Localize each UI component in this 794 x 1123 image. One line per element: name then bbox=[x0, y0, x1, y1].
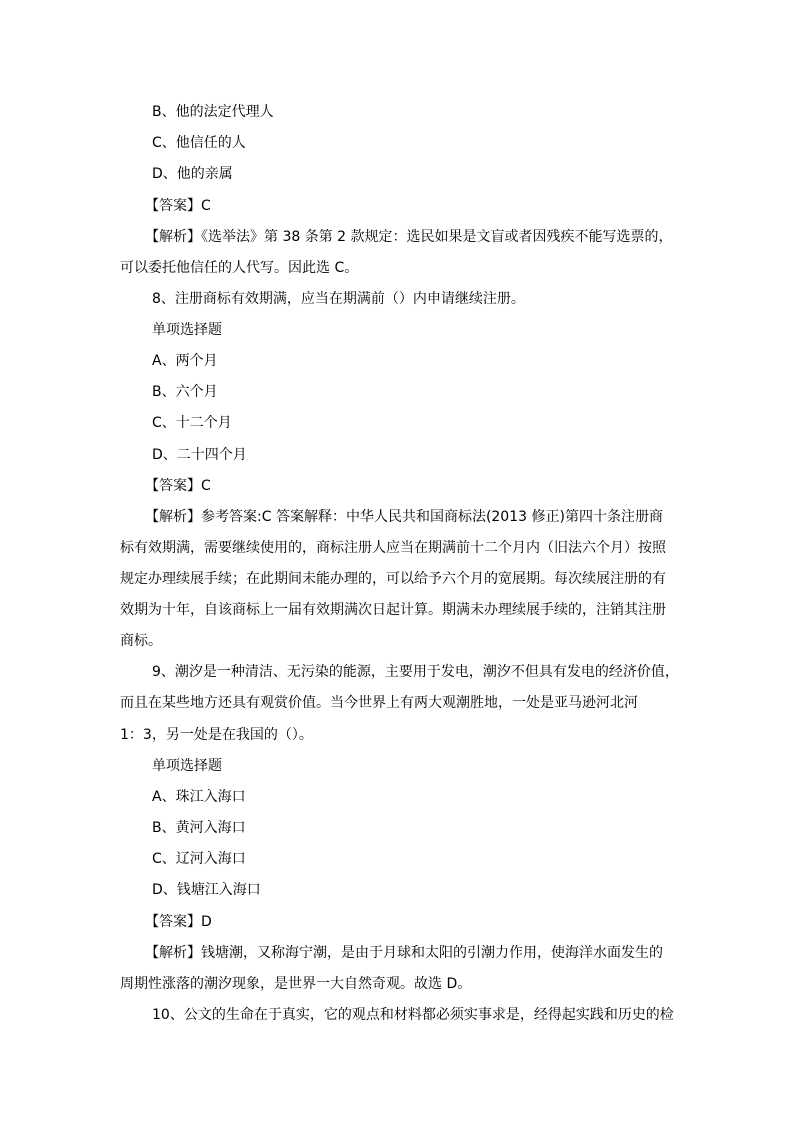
explanation-cont: 可以委托他信任的人代写。因此选 C。 bbox=[120, 260, 359, 276]
question-9: 9、潮汐是一种清洁、无污染的能源，主要用于发电，潮汐不但具有发电的经济价值， bbox=[152, 664, 679, 680]
option-d: D、钱塘江入海口 bbox=[152, 882, 261, 898]
option-c: C、十二个月 bbox=[152, 415, 232, 431]
explanation-cont: 商标。 bbox=[120, 633, 162, 649]
option-a: A、两个月 bbox=[152, 353, 218, 369]
explanation-cont: 规定办理续展手续；在此期间未能办理的，可以给予六个月的宽展期。每次续展注册的有 bbox=[120, 571, 666, 587]
question-type: 单项选择题 bbox=[152, 322, 222, 338]
explanation: 【解析】《选举法》第 38 条第 2 款规定：选民如果是文盲或者因残疾不能写选票的， bbox=[145, 229, 673, 245]
answer: 【答案】D bbox=[145, 914, 212, 930]
question-9-cont: 而且在某些地方还具有观赏价值。当今世界上有两大观潮胜地，一处是亚马逊河北河 bbox=[120, 695, 638, 711]
option-c: C、辽河入海口 bbox=[152, 851, 246, 867]
option-a: A、珠江入海口 bbox=[152, 789, 246, 805]
explanation: 【解析】参考答案:C 答案解释：中华人民共和国商标法(2013 修正)第四十条注册商 bbox=[145, 509, 663, 525]
explanation: 【解析】钱塘潮，又称海宁潮，是由于月球和太阳的引潮力作用，使海洋水面发生的 bbox=[145, 945, 663, 961]
option-b: B、黄河入海口 bbox=[152, 820, 246, 836]
option-c: C、他信任的人 bbox=[152, 135, 246, 151]
option-d: D、他的亲属 bbox=[152, 166, 233, 182]
option-b: B、六个月 bbox=[152, 384, 218, 400]
question-type: 单项选择题 bbox=[152, 758, 222, 774]
question-8: 8、注册商标有效期满，应当在期满前（）内申请继续注册。 bbox=[152, 291, 525, 307]
question-9-cont: 1：3，另一处是在我国的（）。 bbox=[120, 727, 313, 743]
answer: 【答案】C bbox=[145, 198, 211, 214]
question-10: 10、公文的生命在于真实，它的观点和材料都必须实事求是，经得起实践和历史的检 bbox=[152, 1007, 674, 1023]
explanation-cont: 标有效期满，需要继续使用的，商标注册人应当在期满前十二个月内（旧法六个月）按照 bbox=[120, 540, 666, 556]
explanation-cont: 周期性涨落的潮汐现象，是世界一大自然奇观。故选 D。 bbox=[120, 976, 472, 992]
option-b: B、他的法定代理人 bbox=[152, 104, 274, 120]
answer: 【答案】C bbox=[145, 478, 211, 494]
explanation-cont: 效期为十年，自该商标上一届有效期满次日起计算。期满未办理续展手续的，注销其注册 bbox=[120, 602, 666, 618]
option-d: D、二十四个月 bbox=[152, 447, 247, 463]
